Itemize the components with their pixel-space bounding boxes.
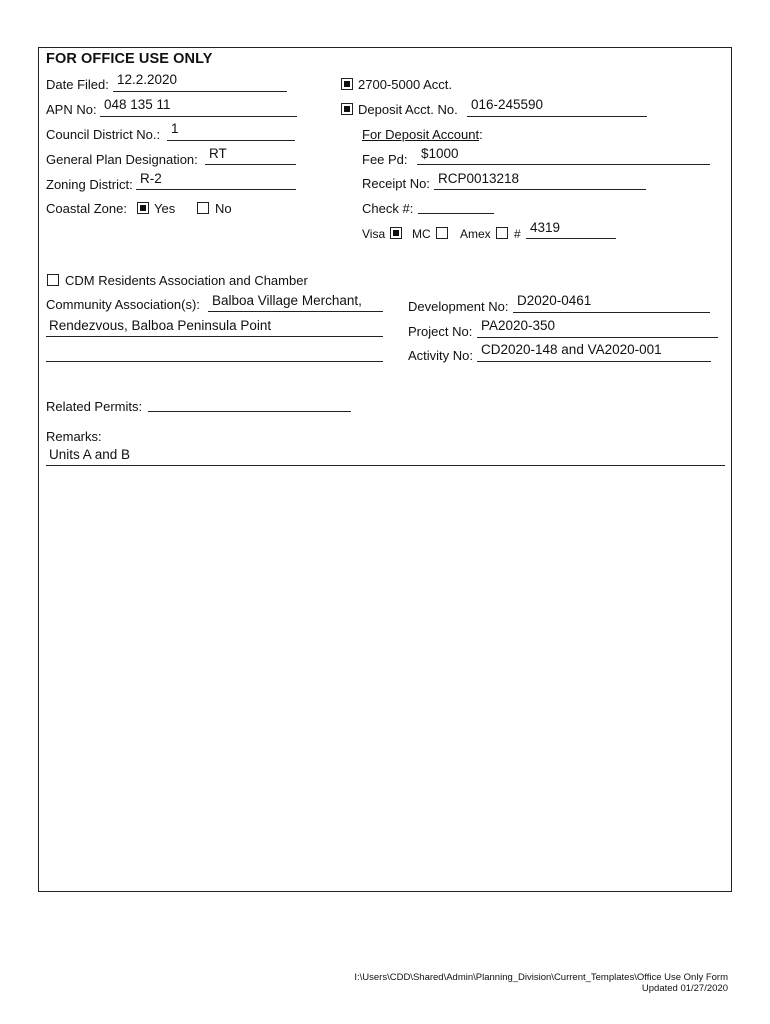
visa-label: Visa: [362, 227, 386, 241]
receipt-value[interactable]: RCP0013218: [438, 171, 520, 186]
coastal-no-label: No: [215, 201, 232, 216]
form-heading: FOR OFFICE USE ONLY: [46, 51, 213, 67]
community-line-3: [46, 361, 383, 362]
apn-value[interactable]: 048 135 11: [104, 97, 171, 112]
zoning-label: Zoning District:: [46, 177, 133, 192]
development-value[interactable]: D2020-0461: [517, 293, 592, 308]
council-district-label: Council District No.:: [46, 127, 161, 142]
community-value-1[interactable]: Balboa Village Merchant,: [212, 293, 362, 308]
card-number-value[interactable]: 4319: [530, 220, 561, 235]
check-line: [418, 213, 494, 214]
activity-label: Activity No:: [408, 348, 474, 363]
community-value-2[interactable]: Rendezvous, Balboa Peninsula Point: [49, 318, 272, 333]
check-label: Check #:: [362, 201, 414, 216]
zoning-value[interactable]: R-2: [140, 171, 162, 186]
community-line-1: [208, 311, 383, 312]
amex-checkbox[interactable]: [496, 227, 508, 239]
date-filed-value[interactable]: 12.2.2020: [117, 72, 178, 87]
apn-label: APN No:: [46, 102, 97, 117]
remarks-label: Remarks:: [46, 429, 102, 444]
project-line: [477, 337, 718, 338]
card-number-line: [526, 238, 616, 239]
deposit-acct-value[interactable]: 016-245590: [471, 97, 544, 112]
project-value[interactable]: PA2020-350: [481, 318, 556, 333]
zoning-line: [136, 189, 296, 190]
coastal-zone-label: Coastal Zone:: [46, 201, 127, 216]
general-plan-line: [205, 164, 296, 165]
date-filed-label: Date Filed:: [46, 77, 109, 92]
amex-label: Amex: [460, 227, 491, 241]
council-district-value[interactable]: 1: [171, 121, 179, 136]
for-deposit-label: For Deposit Account: [362, 127, 480, 142]
community-line-2: [46, 336, 383, 337]
remarks-line: [46, 465, 725, 466]
card-number-hash: #: [514, 227, 521, 241]
general-plan-label: General Plan Designation:: [46, 152, 198, 167]
for-deposit-heading: [362, 127, 483, 142]
apn-line: [100, 116, 297, 117]
footer: [354, 972, 728, 994]
development-label: Development No:: [408, 299, 509, 314]
footer-path: I:\Users\CDD\Shared\Admin\Planning_Division\Current_Templates\Office Use Only Form: [354, 972, 728, 983]
mc-checkbox[interactable]: [436, 227, 448, 239]
fee-pd-value[interactable]: $1000: [421, 146, 459, 161]
coastal-yes-label: Yes: [154, 201, 176, 216]
activity-line: [477, 361, 711, 362]
coastal-no-checkbox[interactable]: [197, 202, 209, 214]
related-permits-line: [148, 411, 351, 412]
acct-2700-label: 2700-5000 Acct.: [358, 77, 452, 92]
cdm-checkbox[interactable]: [47, 274, 59, 286]
deposit-acct-line: [467, 116, 647, 117]
related-permits-label: Related Permits:: [46, 399, 143, 414]
development-line: [513, 312, 710, 313]
receipt-line: [434, 189, 646, 190]
acct-2700-checkbox[interactable]: [341, 78, 353, 90]
deposit-acct-label: Deposit Acct. No.: [358, 102, 458, 117]
council-district-line: [167, 140, 295, 141]
fee-pd-line: [417, 164, 710, 165]
coastal-yes-checkbox[interactable]: [137, 202, 149, 214]
cdm-label: CDM Residents Association and Chamber: [65, 273, 308, 288]
activity-value[interactable]: CD2020-148 and VA2020-001: [481, 342, 662, 357]
remarks-value[interactable]: Units A and B: [49, 447, 131, 462]
date-filed-line: [113, 91, 287, 92]
mc-label: MC: [412, 227, 431, 241]
fee-pd-label: Fee Pd:: [362, 152, 408, 167]
for-deposit-colon: :: [479, 127, 483, 142]
deposit-acct-checkbox[interactable]: [341, 103, 353, 115]
footer-updated: Updated 01/27/2020: [641, 983, 728, 994]
community-label: Community Association(s):: [46, 297, 200, 312]
general-plan-value[interactable]: RT: [209, 146, 227, 161]
project-label: Project No:: [408, 324, 473, 339]
receipt-label: Receipt No:: [362, 176, 430, 191]
visa-checkbox[interactable]: [390, 227, 402, 239]
